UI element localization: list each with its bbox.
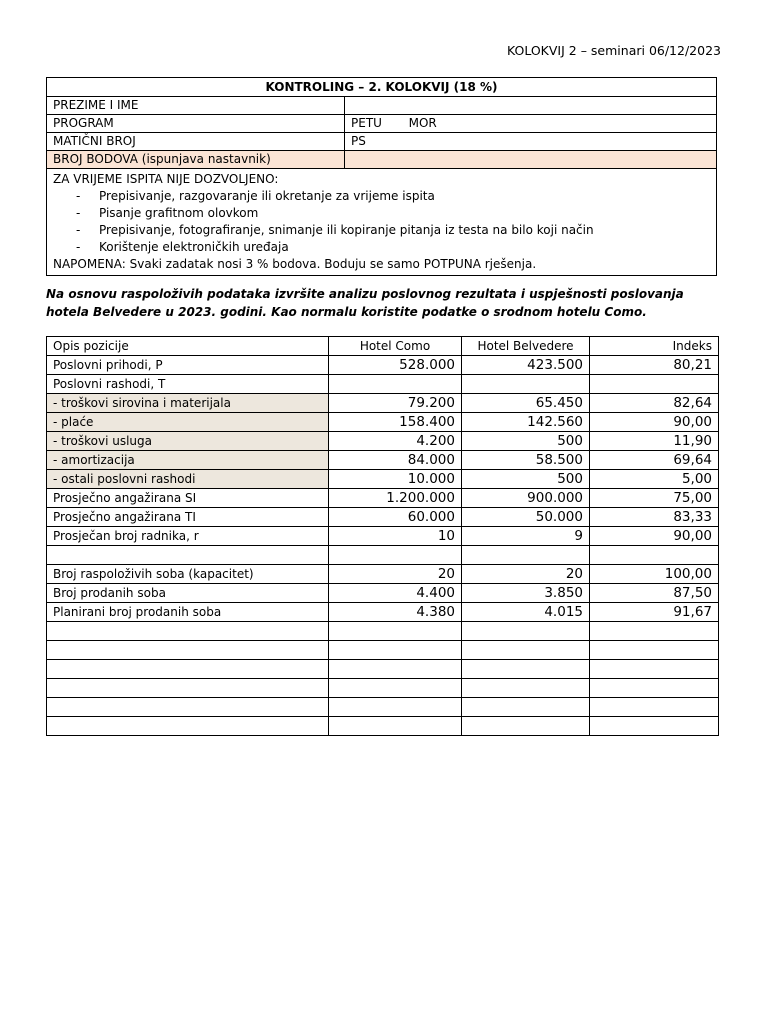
value-cell [590,698,719,717]
document-header: KOLOKVIJ 2 – seminari 06/12/2023 [506,43,721,58]
row-label-cell [47,679,329,698]
row-label-cell: Prosječan broj radnika, r [47,527,329,546]
value-cell [462,546,590,565]
value-cell: 58.500 [462,451,590,470]
value-cell [590,546,719,565]
value-cell: 4.200 [329,432,462,451]
value-cell: 500 [462,432,590,451]
form-row-name [47,97,716,115]
row-label-cell [47,622,329,641]
row-label-cell: - amortizacija [47,451,329,470]
value-cell: 9 [462,527,590,546]
value-cell: 500 [462,470,590,489]
value-cell [462,660,590,679]
value-cell [329,641,462,660]
value-cell [462,717,590,736]
student-id-field[interactable]: PS [351,134,366,148]
value-cell: 83,33 [590,508,719,527]
table-row [47,660,719,679]
value-cell: 1.200.000 [329,489,462,508]
value-cell [462,698,590,717]
value-cell [329,375,462,394]
row-label-cell: - troškovi sirovina i materijala [47,394,329,413]
value-cell [329,546,462,565]
value-cell: 528.000 [329,356,462,375]
value-cell [329,679,462,698]
value-cell [590,641,719,660]
value-cell: 65.450 [462,394,590,413]
row-label-cell: Prosječno angažirana SI [47,489,329,508]
value-cell: 20 [329,565,462,584]
name-field[interactable] [345,97,716,114]
value-cell: 158.400 [329,413,462,432]
table-row [47,641,719,660]
row-label-cell: Poslovni prihodi, P [47,356,329,375]
value-cell [329,660,462,679]
value-cell: 79.200 [329,394,462,413]
value-cell [462,679,590,698]
column-header: Indeks [590,337,719,356]
value-cell [462,622,590,641]
table-header-row [47,337,719,356]
value-cell: 90,00 [590,413,719,432]
value-cell: 91,67 [590,603,719,622]
value-cell: 423.500 [462,356,590,375]
table-row [47,546,719,565]
table-row [47,489,719,508]
value-cell [590,375,719,394]
value-cell [329,622,462,641]
value-cell: 5,00 [590,470,719,489]
task-instructions: Na osnovu raspoloživih podataka izvršite analizu poslovnog rezultata i uspješnosti poslovanja hotela Belvedere u 2023. godini. Kao normalu koristite podatke o srodnom hotelu Como. [46,287,684,319]
form-row-program [47,115,716,133]
row-label-cell [47,717,329,736]
exam-rules [47,169,716,275]
row-label-cell: Broj raspoloživih soba (kapacitet) [47,565,329,584]
exam-info-box [46,77,717,276]
row-label-cell: - ostali poslovni rashodi [47,470,329,489]
form-label: MATIČNI BROJ [47,133,345,150]
value-cell [590,622,719,641]
form-row-student-id [47,133,716,151]
rule-item: - Pisanje grafitnom olovkom [99,205,710,222]
table-row [47,679,719,698]
rule-item: - Prepisivanje, fotografiranje, snimanje ili kopiranje pitanja iz testa na bilo koji način [99,222,710,239]
value-cell: 60.000 [329,508,462,527]
points-field [345,151,716,168]
table-row [47,698,719,717]
program-field[interactable]: PETU MOR [351,116,437,130]
value-cell [329,717,462,736]
table-row [47,717,719,736]
value-cell: 75,00 [590,489,719,508]
value-cell: 87,50 [590,584,719,603]
exam-title: KONTROLING – 2. KOLOKVIJ (18 %) [47,78,716,97]
table-row [47,413,719,432]
row-label-cell: Prosječno angažirana TI [47,508,329,527]
table-row [47,470,719,489]
value-cell: 20 [462,565,590,584]
value-cell: 10.000 [329,470,462,489]
value-cell: 4.400 [329,584,462,603]
form-row-points [47,151,716,169]
value-cell [462,641,590,660]
value-cell [329,698,462,717]
table-row [47,565,719,584]
row-label-cell: Planirani broj prodanih soba [47,603,329,622]
value-cell: 900.000 [462,489,590,508]
form-label: PREZIME I IME [47,97,345,114]
value-cell: 3.850 [462,584,590,603]
value-cell: 80,21 [590,356,719,375]
column-header: Opis pozicije [47,337,329,356]
row-label-cell: Poslovni rashodi, T [47,375,329,394]
column-header: Hotel Belvedere [462,337,590,356]
value-cell: 84.000 [329,451,462,470]
value-cell: 100,00 [590,565,719,584]
value-cell: 11,90 [590,432,719,451]
value-cell: 69,64 [590,451,719,470]
row-label-cell [47,660,329,679]
hotel-data-table [46,336,719,736]
value-cell: 4.380 [329,603,462,622]
table-row [47,394,719,413]
table-row [47,375,719,394]
value-cell [590,717,719,736]
value-cell: 90,00 [590,527,719,546]
value-cell [462,375,590,394]
value-cell [590,679,719,698]
row-label-cell [47,546,329,565]
row-label-cell: - troškovi usluga [47,432,329,451]
form-label: PROGRAM [47,115,345,132]
row-label-cell: - plaće [47,413,329,432]
row-label-cell [47,698,329,717]
row-label-cell [47,641,329,660]
row-label-cell: Broj prodanih soba [47,584,329,603]
table-row [47,356,719,375]
form-label: BROJ BODOVA (ispunjava nastavnik) [47,151,345,168]
exam-note: NAPOMENA: Svaki zadatak nosi 3 % bodova. Boduju se samo POTPUNA rješenja. [53,257,537,271]
rules-list [53,188,710,256]
table-row [47,622,719,641]
value-cell: 82,64 [590,394,719,413]
value-cell: 4.015 [462,603,590,622]
column-header: Hotel Como [329,337,462,356]
value-cell: 50.000 [462,508,590,527]
table-row [47,527,719,546]
rules-heading: ZA VRIJEME ISPITA NIJE DOZVOLJENO: [53,172,279,186]
value-cell: 10 [329,527,462,546]
value-cell [590,660,719,679]
table-row [47,508,719,527]
table-row [47,432,719,451]
table-row [47,584,719,603]
table-row [47,451,719,470]
value-cell: 142.560 [462,413,590,432]
rule-item: - Prepisivanje, razgovaranje ili okretanje za vrijeme ispita [99,188,710,205]
table-row [47,603,719,622]
rule-item: - Korištenje elektroničkih uređaja [99,239,710,256]
